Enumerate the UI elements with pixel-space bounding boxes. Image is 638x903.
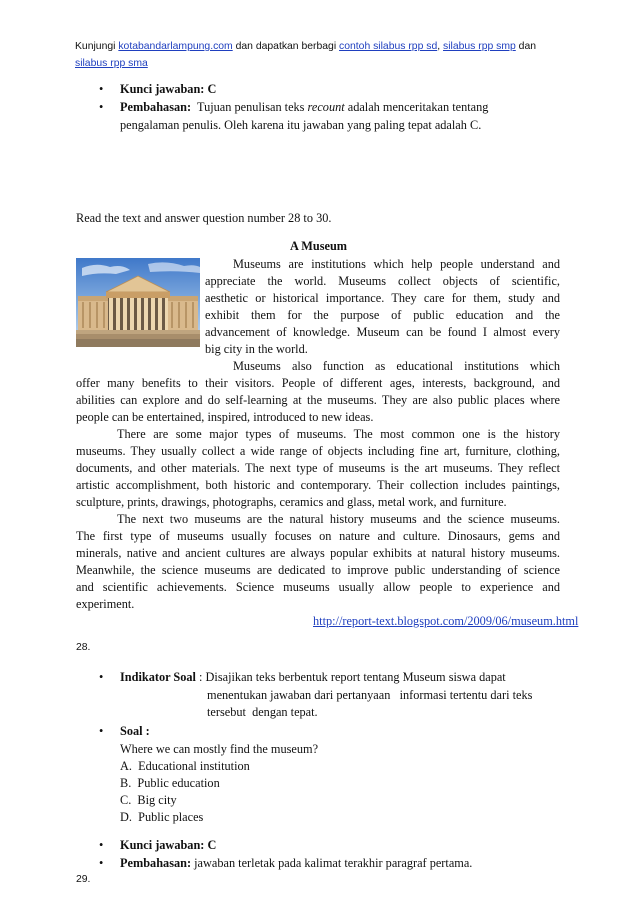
- p4-line: minerals, native and ancient cultures are always popular exhibits at natural history museums.: [76, 546, 560, 560]
- q27-pembahasan-line: [120, 100, 488, 115]
- q27-pembahasan-label: Pembahasan:: [120, 100, 192, 114]
- header-mid1: dan dapatkan berbagi: [232, 41, 340, 52]
- article-title: A Museum: [290, 239, 348, 253]
- source-link[interactable]: http://report-text.blogspot.com/2009/06/museum.html: [313, 614, 579, 628]
- q28-option-a: A. Educational institution: [120, 759, 250, 773]
- q27-kunci-label: Kunci jawaban: C: [120, 82, 217, 96]
- bullet-icon: •: [99, 82, 104, 96]
- p4-line: experiment.: [76, 597, 135, 611]
- q28-indikator-text: : Disajikan teks berbentuk report tentang Museum siswa dapat: [195, 670, 506, 684]
- bullet-icon: •: [99, 856, 104, 870]
- p4-line: Meanwhile, the science museums are dedicated to improve public understanding of science: [76, 563, 560, 577]
- link-kotabandarlampung[interactable]: kotabandarlampung.com: [118, 41, 233, 52]
- p1-line: Museums are institutions which help people understand and: [233, 257, 560, 271]
- bullet-icon: •: [99, 670, 104, 684]
- q27-pembahasan-cont: pengalaman penulis. Oleh karena itu jawaban yang paling tepat adalah C.: [120, 118, 482, 132]
- p3-line: sculpture, prints, drawings, photographs, ceramics and glass, metal work, and furniture.: [76, 495, 507, 509]
- page-header: [75, 38, 570, 72]
- bullet-icon: •: [99, 838, 104, 852]
- q28-soal-label: Soal :: [120, 724, 150, 738]
- q28-option-d: D. Public places: [120, 810, 204, 824]
- q28-option-c: C. Big city: [120, 793, 177, 807]
- q28-indikator-cont1: menentukan jawaban dari pertanyaan informasi tertentu dari teks: [207, 688, 533, 702]
- q28-question: Where we can mostly find the museum?: [120, 742, 319, 756]
- bullet-icon: •: [99, 724, 104, 738]
- p2-line: Museums also function as educational institutions which: [233, 359, 560, 373]
- q28-option-b: B. Public education: [120, 776, 220, 790]
- p4-line: and scientific achievements. Science museums usually allow people to experience and: [76, 580, 560, 594]
- q28-number: 28.: [76, 642, 91, 653]
- link-silabus-sd[interactable]: contoh silabus rpp sd: [339, 41, 438, 52]
- p3-line: museums. They usually collect a wide range of objects including fine art, furniture, clothing,: [76, 444, 560, 458]
- museum-photo: [76, 258, 200, 347]
- link-silabus-smp[interactable]: silabus rpp smp: [443, 41, 516, 52]
- p1-line: exhibit them for the purpose of public education and the: [205, 308, 560, 322]
- header-mid3: dan: [515, 41, 537, 52]
- p3-line: artistic accomplishment, both historic and contemporary. Their collection includes paintings,: [76, 478, 560, 492]
- p1-line: appreciate the world. Museums collect objects of scientific,: [205, 274, 560, 288]
- q27-pembahasan-post: adalah menceritakan tentang: [344, 100, 489, 114]
- q28-indikator-cont2: tersebut dengan tepat.: [207, 705, 318, 719]
- link-silabus-sma[interactable]: silabus rpp sma: [75, 58, 148, 69]
- p2-line: offer many benefits to their visitors. People of different ages, interests, background, and: [76, 376, 560, 390]
- p3-line: documents, and other materials. The next type of museums is the art museums. They reflect: [76, 461, 560, 475]
- p3-line: There are some major types of museums. The most common one is the history: [117, 427, 560, 441]
- p2-line: people can be entertained, inspired, introduced to new ideas.: [76, 410, 374, 424]
- q29-number: 29.: [76, 874, 91, 885]
- p1-line: big city in the world.: [205, 342, 308, 356]
- header-mid2: ,: [437, 41, 444, 52]
- bullet-icon: •: [99, 100, 104, 114]
- q28-pembahasan-line: [120, 856, 472, 871]
- p4-line: The first type of museums usually focuses on nature and culture. Dinosaurs, gems and: [76, 529, 560, 543]
- q28-kunci-label: Kunci jawaban: C: [120, 838, 217, 852]
- q28-pembahasan-label: Pembahasan:: [120, 856, 192, 870]
- p1-line: advancement of knowledge. Museum can be found I almost every: [205, 325, 560, 339]
- q27-pembahasan-italic: recount: [307, 100, 345, 114]
- p4-line: The next two museums are the natural history museums and the science museums.: [117, 512, 560, 526]
- p2-line: abilities can explore and do self-learning at the museums. They are also public places where: [76, 393, 560, 407]
- q28-indikator-line: [120, 670, 506, 685]
- p1-line: aesthetic or historical importance. They care for them, study and: [205, 291, 560, 305]
- q27-pembahasan-pre: Tujuan penulisan teks: [191, 100, 308, 114]
- instruction-text: Read the text and answer question number 28 to 30.: [76, 211, 332, 225]
- q28-pembahasan-text: jawaban terletak pada kalimat terakhir paragraf pertama.: [191, 856, 473, 870]
- q28-indikator-label: Indikator Soal: [120, 670, 196, 684]
- header-prefix: Kunjungi: [75, 41, 119, 52]
